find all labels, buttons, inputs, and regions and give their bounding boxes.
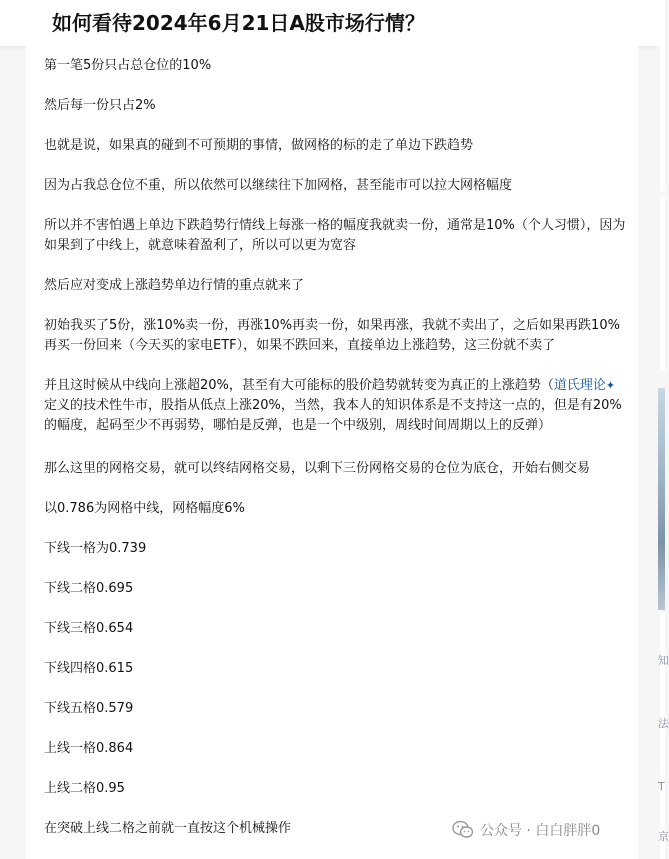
sidebar-fragment: 法 — [658, 717, 669, 730]
sidebar-ad-image[interactable] — [658, 388, 665, 610]
sidebar-card — [660, 46, 665, 191]
link-search-icon[interactable]: ✦ — [605, 379, 616, 392]
answer-paragraph-with-link — [44, 376, 628, 436]
answer-paragraph: 因为占我总仓位不重，所以依然可以继续往下加网格，甚至能市可以拉大网格幅度 — [44, 178, 513, 193]
watermark-text: 公众号 · 白白胖胖0 — [480, 823, 601, 839]
sidebar-card — [660, 196, 665, 371]
answer-paragraph: 下线一格为0.739 — [44, 541, 147, 556]
paragraph-text: 定义的技术性牛市，股指从低点上涨20%，当然，我本人的知识体系是不支持这一点的，但是有20%的幅度，起码至少不再弱势，哪怕是反弹，也是一个中级别，周线时间周期以上的反弹） — [44, 398, 622, 433]
answer-paragraph: 下线五格0.579 — [44, 701, 134, 716]
answer-paragraph: 下线三格0.654 — [44, 621, 134, 636]
sidebar-fragment: 京 — [658, 830, 669, 843]
answer-paragraph: 然后每一份只占2% — [44, 98, 156, 113]
answer-paragraph: 下线四格0.615 — [44, 661, 134, 676]
answer-paragraph: 在突破上线二格之前就一直按这个机械操作 — [44, 821, 292, 836]
answer-paragraph: 那么这里的网格交易，就可以终结网格交易，以剩下三份网格交易的仓位为底仓，开始右侧交易 — [44, 461, 591, 476]
answer-paragraph: 也就是说，如果真的碰到不可预期的事情，做网格的标的走了单边下跌趋势 — [44, 138, 474, 153]
answer-paragraph: 上线二格0.95 — [44, 781, 125, 796]
paragraph-text: 并且这时候从中线向上涨超20%，甚至有大可能标的股价趋势就转变为真正的上涨趋势（ — [44, 378, 554, 393]
answer-paragraph: 下线二格0.695 — [44, 581, 134, 596]
answer-paragraph: 初始我买了5份，涨10%卖一份，再涨10%再卖一份，如果再涨，我就不卖出了，之后如果再跌10%再买一份回来（今天买的家电ETF），如果不跌回来，直接单边上涨趋势，这三份就不卖了 — [44, 318, 620, 353]
dow-theory-link[interactable]: 道氏理论 — [553, 378, 606, 393]
watermark — [452, 820, 600, 840]
sidebar-fragment: 知 — [658, 654, 669, 667]
answer-card — [26, 46, 638, 859]
wechat-icon — [452, 820, 474, 840]
sidebar-fragment: T — [658, 780, 665, 793]
answer-paragraph: 上线一格0.864 — [44, 741, 134, 756]
sidebar-card — [658, 612, 669, 859]
answer-paragraph: 所以并不害怕遇上单边下跌趋势行情线上每涨一格的幅度我就卖一份，通常是10%（个人习惯），因为如果到了中线上，就意味着盈利了，所以可以更为宽容 — [44, 218, 626, 253]
answer-paragraph: 第一笔5份只占总仓位的10% — [44, 58, 212, 73]
answer-paragraph: 以0.786为网格中线，网格幅度6% — [44, 501, 245, 516]
question-title[interactable]: 如何看待2024年6月21日A股市场行情？ — [52, 11, 425, 35]
answer-paragraph: 然后应对变成上涨趋势单边行情的重点就来了 — [44, 278, 305, 293]
question-header — [0, 0, 665, 47]
